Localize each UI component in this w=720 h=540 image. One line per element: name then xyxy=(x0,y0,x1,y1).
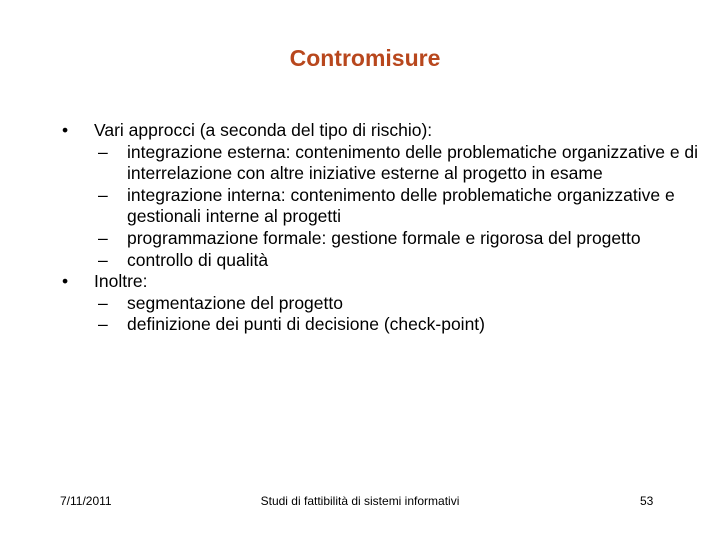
sub-item-text: integrazione esterna: contenimento delle problematiche organizzative e di interrelazione con altre iniziative esterne al progetto in esame xyxy=(127,141,699,184)
slide-title: Contromisure xyxy=(289,45,441,71)
bullet-item xyxy=(62,120,712,142)
slide-body xyxy=(62,120,712,336)
dash-icon: – xyxy=(98,314,108,335)
sub-item xyxy=(62,185,712,228)
sub-item xyxy=(62,142,712,185)
sub-item xyxy=(62,314,712,336)
dash-icon: – xyxy=(98,141,108,162)
sub-item xyxy=(62,293,712,315)
dash-icon: – xyxy=(98,249,108,270)
sub-item-text: controllo di qualità xyxy=(127,249,269,270)
footer-title: Studi di fattibilità di sistemi informativi xyxy=(260,494,460,508)
bullet-icon: • xyxy=(62,120,69,140)
bullet-text: Vari approcci (a seconda del tipo di rischio): xyxy=(94,120,433,140)
sub-item-text: definizione dei punti di decisione (check-point) xyxy=(127,314,485,335)
sub-item xyxy=(62,228,712,250)
dash-icon: – xyxy=(98,292,108,313)
bullet-text: Inoltre: xyxy=(94,271,148,292)
footer-date: 7/11/2011 xyxy=(60,494,112,508)
sub-item-text: integrazione interna: contenimento delle problematiche organizzative e gestionali interne al progetti xyxy=(127,184,675,227)
dash-icon: – xyxy=(98,227,108,248)
sub-item-text: segmentazione del progetto xyxy=(127,292,343,313)
sub-item xyxy=(62,250,712,272)
bullet-item xyxy=(62,271,712,293)
page-number: 53 xyxy=(640,494,654,508)
bullet-icon: • xyxy=(62,271,69,292)
dash-icon: – xyxy=(98,184,108,205)
sub-item-text: programmazione formale: gestione formale e rigorosa del progetto xyxy=(127,227,641,248)
